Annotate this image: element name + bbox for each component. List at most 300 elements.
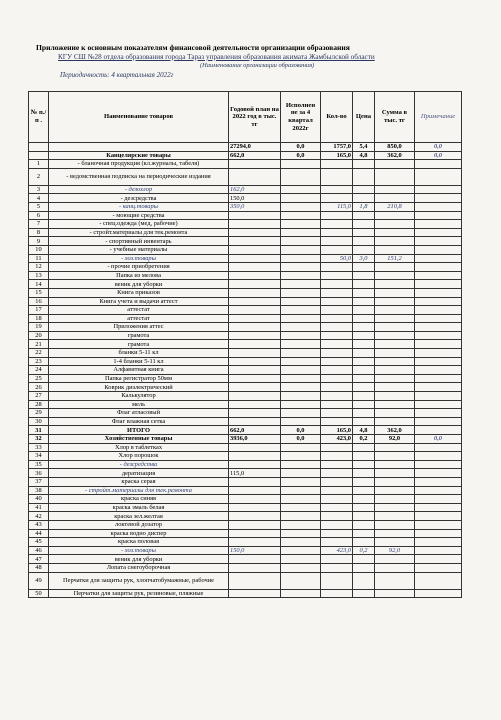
row-done <box>281 357 321 366</box>
row-plan <box>229 503 281 512</box>
row-plan: 150,0 <box>229 546 281 555</box>
table-row <box>29 340 462 349</box>
row-qty <box>321 185 353 194</box>
row-plan <box>229 220 281 229</box>
table-row <box>29 323 462 332</box>
row-number: 9 <box>29 237 49 246</box>
table-row <box>29 211 462 220</box>
table-row <box>29 495 462 504</box>
row-qty <box>321 297 353 306</box>
row-done <box>281 185 321 194</box>
row-note: 0,0 <box>415 143 462 152</box>
row-sum <box>375 245 415 254</box>
row-qty: 423,0 <box>321 435 353 444</box>
row-done <box>281 194 321 203</box>
row-done <box>281 228 321 237</box>
row-number: 25 <box>29 374 49 383</box>
row-qty <box>321 314 353 323</box>
row-done <box>281 477 321 486</box>
table-row <box>29 374 462 383</box>
row-price <box>353 383 375 392</box>
row-done <box>281 366 321 375</box>
row-done <box>281 340 321 349</box>
table-row <box>29 469 462 478</box>
row-done <box>281 538 321 547</box>
row-done <box>281 349 321 358</box>
row-sum <box>375 331 415 340</box>
table-row <box>29 435 462 444</box>
row-plan <box>229 572 281 589</box>
row-qty <box>321 323 353 332</box>
row-sum <box>375 563 415 572</box>
row-qty <box>321 357 353 366</box>
table-row <box>29 280 462 289</box>
row-sum <box>375 443 415 452</box>
row-qty <box>321 245 353 254</box>
row-note <box>415 288 462 297</box>
row-done <box>281 443 321 452</box>
row-done <box>281 572 321 589</box>
row-qty <box>321 477 353 486</box>
row-name: краска синяя <box>49 495 229 504</box>
row-done <box>281 271 321 280</box>
row-qty <box>321 280 353 289</box>
row-sum <box>375 194 415 203</box>
row-name: Папка регистратор 50мм <box>49 374 229 383</box>
row-note <box>415 417 462 426</box>
table-row <box>29 202 462 211</box>
row-plan <box>229 280 281 289</box>
row-name <box>49 143 229 152</box>
row-note <box>415 477 462 486</box>
table-row <box>29 366 462 375</box>
row-price: 1,8 <box>353 202 375 211</box>
row-note <box>415 409 462 418</box>
row-note <box>415 392 462 401</box>
row-sum <box>375 263 415 272</box>
row-sum <box>375 486 415 495</box>
row-qty <box>321 520 353 529</box>
row-done <box>281 452 321 461</box>
row-name: краска водно диспер <box>49 529 229 538</box>
row-name: - учебные материалы <box>49 245 229 254</box>
organization-caption: (Наименование организации образования) <box>200 62 315 69</box>
row-plan <box>229 409 281 418</box>
row-number: 37 <box>29 477 49 486</box>
row-note <box>415 563 462 572</box>
row-plan: 115,0 <box>229 469 281 478</box>
row-name: краска серая <box>49 477 229 486</box>
table-row <box>29 589 462 598</box>
row-price: 0,2 <box>353 546 375 555</box>
row-plan <box>229 555 281 564</box>
row-number: 24 <box>29 366 49 375</box>
document-title: Приложение к основным показателям финансовой деятельности организации образования <box>36 43 350 52</box>
row-name: краска эмаль белая <box>49 503 229 512</box>
row-number: 19 <box>29 323 49 332</box>
row-number: 22 <box>29 349 49 358</box>
row-qty <box>321 228 353 237</box>
row-number: 30 <box>29 417 49 426</box>
row-name: Перчатки для защиты рук, резиновые, пляжные <box>49 589 229 598</box>
row-number: 32 <box>29 435 49 444</box>
row-name: ИТОГО <box>49 426 229 435</box>
row-number: 46 <box>29 546 49 555</box>
table-row <box>29 538 462 547</box>
row-done <box>281 469 321 478</box>
row-plan <box>229 452 281 461</box>
row-done <box>281 314 321 323</box>
row-sum <box>375 211 415 220</box>
table-row <box>29 271 462 280</box>
row-done: 0,0 <box>281 151 321 160</box>
row-note <box>415 374 462 383</box>
row-sum <box>375 314 415 323</box>
row-note <box>415 280 462 289</box>
row-sum <box>375 297 415 306</box>
row-sum <box>375 452 415 461</box>
row-name: Калькулятор <box>49 392 229 401</box>
row-done <box>281 529 321 538</box>
col-header-note: Примечание <box>415 92 462 143</box>
row-done <box>281 220 321 229</box>
row-name: Канцелярские товары <box>49 151 229 160</box>
row-plan <box>229 331 281 340</box>
row-price: 5,4 <box>353 143 375 152</box>
row-number: 44 <box>29 529 49 538</box>
row-plan <box>229 460 281 469</box>
row-note <box>415 443 462 452</box>
table-row <box>29 245 462 254</box>
row-price <box>353 297 375 306</box>
row-name: Перчатки для защиты рук, хлопчатобумажные, рабочие <box>49 572 229 589</box>
row-price <box>353 306 375 315</box>
row-number: 41 <box>29 503 49 512</box>
row-price <box>353 477 375 486</box>
row-qty <box>321 512 353 521</box>
row-price <box>353 349 375 358</box>
row-name: 1-4 бланки 5-11 кл <box>49 357 229 366</box>
table-row <box>29 331 462 340</box>
row-number: 12 <box>29 263 49 272</box>
table-row <box>29 400 462 409</box>
row-sum <box>375 160 415 169</box>
row-name: - хоз.товары <box>49 546 229 555</box>
row-sum: 362,0 <box>375 151 415 160</box>
row-number: 6 <box>29 211 49 220</box>
row-number: 31 <box>29 426 49 435</box>
table-row <box>29 426 462 435</box>
row-done <box>281 520 321 529</box>
row-sum <box>375 495 415 504</box>
row-sum <box>375 280 415 289</box>
table-row <box>29 349 462 358</box>
row-qty <box>321 383 353 392</box>
row-price <box>353 529 375 538</box>
row-number: 47 <box>29 555 49 564</box>
row-note <box>415 237 462 246</box>
row-done <box>281 512 321 521</box>
row-qty <box>321 211 353 220</box>
row-done <box>281 245 321 254</box>
row-name: Хлор порошок <box>49 452 229 461</box>
row-number: 17 <box>29 306 49 315</box>
row-plan <box>229 383 281 392</box>
row-note <box>415 245 462 254</box>
row-sum <box>375 417 415 426</box>
row-qty <box>321 589 353 598</box>
row-price <box>353 538 375 547</box>
table-row <box>29 486 462 495</box>
row-name: Лопата снегоуборочная <box>49 563 229 572</box>
row-note <box>415 263 462 272</box>
row-sum <box>375 374 415 383</box>
row-note <box>415 168 462 185</box>
row-note <box>415 254 462 263</box>
row-sum: 151,2 <box>375 254 415 263</box>
table-row <box>29 288 462 297</box>
row-done: 0,0 <box>281 426 321 435</box>
row-note <box>415 512 462 521</box>
row-qty <box>321 220 353 229</box>
table-row <box>29 555 462 564</box>
row-number: 13 <box>29 271 49 280</box>
row-done <box>281 374 321 383</box>
row-qty: 165,0 <box>321 151 353 160</box>
row-note <box>415 520 462 529</box>
period-label: Периодичность: 4 квартальная 2022г <box>60 71 174 79</box>
row-sum <box>375 237 415 246</box>
row-price: 4,8 <box>353 426 375 435</box>
row-number <box>29 151 49 160</box>
row-number: 21 <box>29 340 49 349</box>
col-header-plan: Годовой план на 2022 год в тыс. тг <box>229 92 281 143</box>
row-sum <box>375 366 415 375</box>
table-row <box>29 443 462 452</box>
row-sum <box>375 589 415 598</box>
row-note <box>415 185 462 194</box>
row-price <box>353 589 375 598</box>
row-sum <box>375 323 415 332</box>
row-number: 26 <box>29 383 49 392</box>
table-row <box>29 151 462 160</box>
row-sum <box>375 357 415 366</box>
row-sum <box>375 400 415 409</box>
row-price <box>353 486 375 495</box>
row-name: Флаг атласовый <box>49 409 229 418</box>
row-done <box>281 306 321 315</box>
row-number: 10 <box>29 245 49 254</box>
row-done <box>281 263 321 272</box>
table-row <box>29 297 462 306</box>
row-plan <box>229 392 281 401</box>
row-name: грамота <box>49 340 229 349</box>
row-done <box>281 555 321 564</box>
row-qty: 1757,0 <box>321 143 353 152</box>
row-number: 14 <box>29 280 49 289</box>
row-number: 8 <box>29 228 49 237</box>
row-qty <box>321 469 353 478</box>
row-sum <box>375 185 415 194</box>
row-plan <box>229 288 281 297</box>
row-done <box>281 495 321 504</box>
row-plan: 662,0 <box>229 151 281 160</box>
row-done: 0,0 <box>281 435 321 444</box>
row-price <box>353 245 375 254</box>
row-done <box>281 297 321 306</box>
row-price <box>353 228 375 237</box>
row-sum <box>375 383 415 392</box>
row-note <box>415 555 462 564</box>
row-sum <box>375 538 415 547</box>
row-price <box>353 443 375 452</box>
row-note <box>415 357 462 366</box>
row-sum <box>375 340 415 349</box>
row-price: 3,0 <box>353 254 375 263</box>
row-note <box>415 366 462 375</box>
row-qty <box>321 349 353 358</box>
row-done <box>281 486 321 495</box>
row-name: - бланочная продукция (кл.журналы, табеля) <box>49 160 229 169</box>
col-header-name: Наименование товаров <box>49 92 229 143</box>
row-name: - стройт.материалы для тек.ремонта <box>49 486 229 495</box>
row-number: 7 <box>29 220 49 229</box>
row-price <box>353 392 375 401</box>
row-name: - прочие приобретения <box>49 263 229 272</box>
row-qty <box>321 194 353 203</box>
row-note <box>415 228 462 237</box>
row-price <box>353 168 375 185</box>
row-note <box>415 349 462 358</box>
row-qty <box>321 538 353 547</box>
row-note <box>415 306 462 315</box>
row-plan <box>229 314 281 323</box>
row-number: 34 <box>29 452 49 461</box>
col-header-done: Исполнен не за 4 квартал 2022г <box>281 92 321 143</box>
row-qty <box>321 168 353 185</box>
row-number: 48 <box>29 563 49 572</box>
row-plan <box>229 271 281 280</box>
row-note <box>415 220 462 229</box>
row-price <box>353 512 375 521</box>
row-sum <box>375 392 415 401</box>
row-number: 4 <box>29 194 49 203</box>
row-qty <box>321 460 353 469</box>
row-plan: 662,0 <box>229 426 281 435</box>
table-header-row <box>29 92 462 143</box>
row-done <box>281 546 321 555</box>
row-sum <box>375 168 415 185</box>
row-name: - дезсредства <box>49 460 229 469</box>
row-name: Хлор в таблетках <box>49 443 229 452</box>
row-qty <box>321 340 353 349</box>
row-done <box>281 288 321 297</box>
row-plan <box>229 211 281 220</box>
row-plan <box>229 306 281 315</box>
row-plan: 162,0 <box>229 185 281 194</box>
table-row <box>29 529 462 538</box>
table-row <box>29 160 462 169</box>
row-number: 18 <box>29 314 49 323</box>
table-row <box>29 383 462 392</box>
row-sum <box>375 520 415 529</box>
row-qty <box>321 486 353 495</box>
row-number: 45 <box>29 538 49 547</box>
row-price: 0,2 <box>353 435 375 444</box>
row-number: 5 <box>29 202 49 211</box>
row-sum: 210,8 <box>375 202 415 211</box>
row-plan <box>229 400 281 409</box>
row-price <box>353 237 375 246</box>
table-row <box>29 143 462 152</box>
row-sum <box>375 220 415 229</box>
row-qty <box>321 237 353 246</box>
row-price <box>353 263 375 272</box>
table-row <box>29 572 462 589</box>
row-done <box>281 460 321 469</box>
col-header-num: № п./п . <box>29 92 49 143</box>
row-qty <box>321 555 353 564</box>
row-number: 2 <box>29 168 49 185</box>
row-qty: 115,0 <box>321 202 353 211</box>
organization-name: КГУ СШ №28 отдела образования города Тараз управления образования акимата Жамбылской области <box>58 53 375 61</box>
row-plan <box>229 245 281 254</box>
row-plan <box>229 340 281 349</box>
row-note <box>415 194 462 203</box>
row-price <box>353 374 375 383</box>
row-name: Приложения аттес <box>49 323 229 332</box>
row-name: веник для уборки <box>49 280 229 289</box>
row-name: - спортивный инвентарь <box>49 237 229 246</box>
row-price <box>353 331 375 340</box>
row-note <box>415 383 462 392</box>
row-qty <box>321 374 353 383</box>
row-number: 35 <box>29 460 49 469</box>
row-number: 1 <box>29 160 49 169</box>
row-done <box>281 563 321 572</box>
row-sum <box>375 460 415 469</box>
row-note <box>415 452 462 461</box>
row-qty <box>321 400 353 409</box>
row-done <box>281 409 321 418</box>
row-done <box>281 323 321 332</box>
table-row <box>29 460 462 469</box>
row-plan <box>229 417 281 426</box>
row-done <box>281 383 321 392</box>
table-row <box>29 417 462 426</box>
row-qty <box>321 271 353 280</box>
row-number: 27 <box>29 392 49 401</box>
row-name: Алфавитная книга <box>49 366 229 375</box>
row-done <box>281 202 321 211</box>
row-qty <box>321 392 353 401</box>
row-price <box>353 460 375 469</box>
row-price <box>353 400 375 409</box>
row-sum: 92,0 <box>375 435 415 444</box>
row-plan <box>229 538 281 547</box>
row-name: дератизация <box>49 469 229 478</box>
table-row <box>29 392 462 401</box>
row-price <box>353 357 375 366</box>
row-number <box>29 143 49 152</box>
row-number: 23 <box>29 357 49 366</box>
row-note <box>415 400 462 409</box>
row-sum <box>375 503 415 512</box>
row-price <box>353 323 375 332</box>
row-price <box>353 194 375 203</box>
table-row <box>29 520 462 529</box>
row-done <box>281 211 321 220</box>
